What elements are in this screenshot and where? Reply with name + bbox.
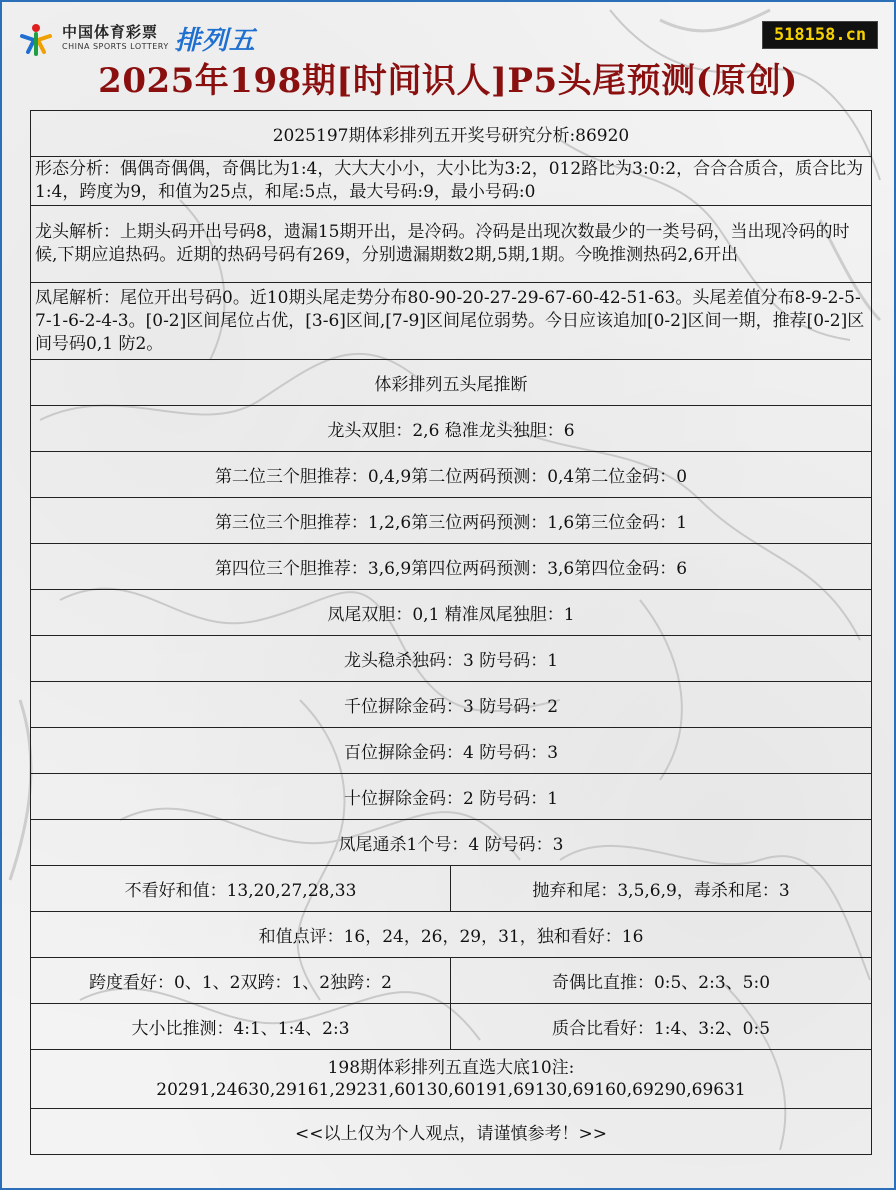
sum-tail-exclude: 抛弃和尾：3,5,6,9，毒杀和尾：3 bbox=[451, 866, 872, 912]
last-draw-analysis: 2025197期体彩排列五开奖号研究分析:86920 bbox=[31, 111, 872, 157]
table-row bbox=[31, 283, 872, 360]
size-ratio-prediction: 大小比推测：4:1、1:4、2:3 bbox=[31, 1004, 451, 1050]
pick-tail-double: 凤尾双胆：0,1 精准凤尾独胆：1 bbox=[31, 590, 872, 636]
pick-head-double: 龙头双胆：2,6 稳准龙头独胆：6 bbox=[31, 406, 872, 452]
table-row bbox=[31, 452, 872, 498]
prime-ratio-prediction: 质合比看好：1:4、3:2、0:5 bbox=[451, 1004, 872, 1050]
table-row bbox=[31, 1109, 872, 1155]
form-analysis: 形态分析：偶偶奇偶偶，奇偶比为1:4，大大大小小，大小比为3:2，012路比为3:0:2，合合合质合，质合比为1:4，跨度为9，和值为25点，和尾:5点，最大号码:9，最小号码:0 bbox=[31, 157, 872, 206]
table-row bbox=[31, 590, 872, 636]
kill-hundreds: 百位摒除金码：4 防号码：3 bbox=[31, 728, 872, 774]
kill-tens: 十位摒除金码：2 防号码：1 bbox=[31, 774, 872, 820]
tail-analysis: 凤尾解析：尾位开出号码0。近10期头尾走势分布80-90-20-27-29-67-60-42-51-63。头尾差值分布8-9-2-5-7-1-6-2-4-3。[0-2]区间尾位占优，[3-6]区间,[7-9]区间尾位弱势。今日应该追加[0-2]区间一期，推荐[0-2]区间号码0,1 防2。 bbox=[31, 283, 872, 360]
site-badge[interactable]: 518158.cn bbox=[762, 21, 878, 49]
direct-selection-numbers: 20291,24630,29161,29231,60130,60191,69130,69160,69290,69631 bbox=[156, 1080, 746, 1100]
direct-selection-cell bbox=[31, 1050, 872, 1109]
table-row bbox=[31, 157, 872, 206]
table-row bbox=[31, 111, 872, 157]
table-row bbox=[31, 544, 872, 590]
table-row bbox=[31, 820, 872, 866]
head-analysis: 龙头解析：上期头码开出号码8，遗漏15期开出，是冷码。冷码是出现次数最少的一类号码，当出现冷码的时候,下期应追热码。近期的热码号码有269，分别遗漏期数2期,5期,1期。今晚推测热码2,6开出 bbox=[31, 206, 872, 283]
table-row bbox=[31, 728, 872, 774]
kill-tail: 凤尾通杀1个号：4 防号码：3 bbox=[31, 820, 872, 866]
table-row bbox=[31, 866, 872, 912]
logo-chinese-text: 中国体育彩票 bbox=[62, 23, 159, 41]
span-prediction: 跨度看好：0、1、2双跨：1、2独跨：2 bbox=[31, 958, 451, 1004]
kill-thousands: 千位摒除金码：3 防号码：2 bbox=[31, 682, 872, 728]
table-row bbox=[31, 360, 872, 406]
table-row bbox=[31, 498, 872, 544]
table-row bbox=[31, 1050, 872, 1109]
table-row bbox=[31, 912, 872, 958]
pick-second-position: 第二位三个胆推荐：0,4,9第二位两码预测：0,4第二位金码：0 bbox=[31, 452, 872, 498]
table-row bbox=[31, 406, 872, 452]
pick-third-position: 第三位三个胆推荐：1,2,6第三位两码预测：1,6第三位金码：1 bbox=[31, 498, 872, 544]
lottery-logo-icon bbox=[18, 20, 54, 56]
sum-comment: 和值点评：16，24，26，29，31，独和看好：16 bbox=[31, 912, 872, 958]
china-sports-lottery-logo bbox=[18, 18, 256, 58]
page-title: 2025年198期[时间识人]P5头尾预测(原创) bbox=[98, 61, 798, 101]
direct-selection-title: 198期体彩排列五直选大底10注: bbox=[327, 1058, 575, 1078]
sum-value-exclude: 不看好和值：13,20,27,28,33 bbox=[31, 866, 451, 912]
table-row bbox=[31, 682, 872, 728]
odd-even-prediction: 奇偶比直推：0:5、2:3、5:0 bbox=[451, 958, 872, 1004]
prediction-table bbox=[30, 110, 872, 1155]
disclaimer-footer: <<以上仅为个人观点，请谨慎参考！>> bbox=[31, 1109, 872, 1155]
logo-english-text: CHINA SPORTS LOTTERY bbox=[62, 42, 169, 51]
section-title: 体彩排列五头尾推断 bbox=[31, 360, 872, 406]
table-row bbox=[31, 1004, 872, 1050]
table-row bbox=[31, 206, 872, 283]
logo-game-name: 排列五 bbox=[174, 25, 256, 56]
kill-head: 龙头稳杀独码：3 防号码：1 bbox=[31, 636, 872, 682]
pick-fourth-position: 第四位三个胆推荐：3,6,9第四位两码预测：3,6第四位金码：6 bbox=[31, 544, 872, 590]
table-row bbox=[31, 774, 872, 820]
table-row bbox=[31, 636, 872, 682]
table-row bbox=[31, 958, 872, 1004]
